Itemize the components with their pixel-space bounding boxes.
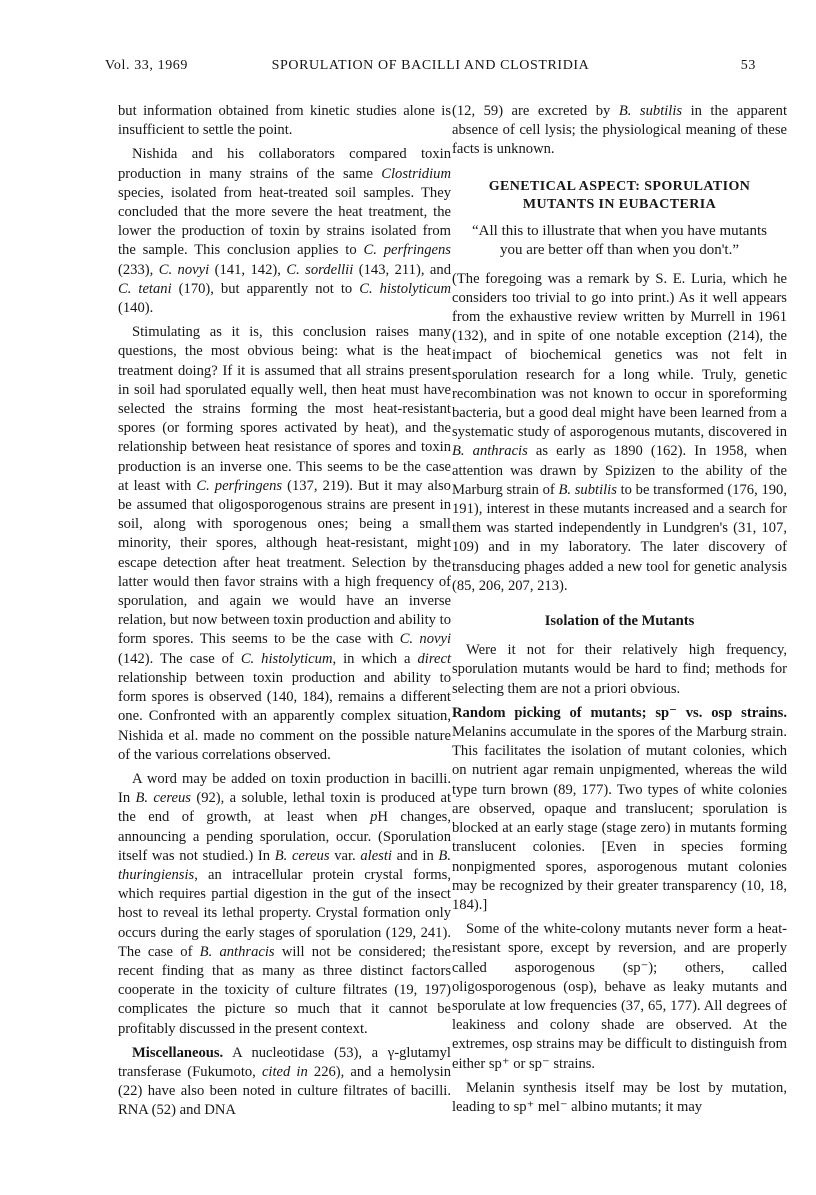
paragraph-white-colony: Some of the white-colony mutants never form a heat-resistant spore, except by reversion, and are properly called asporogenous (sp⁻); others, called oligosporogenous (osp), behave as leaky mutants and sporulate at low frequencies (37, 65, 177). All degrees of leakiness and colony shade are observed. At the extremes, osp strains may be difficult to distinguish from either sp⁺ or sp⁻ strains.	[452, 921, 787, 1072]
left-column	[118, 102, 451, 1121]
running-title: SPORULATION OF BACILLI AND CLOSTRIDIA	[271, 58, 590, 73]
page-number: 53	[740, 58, 756, 73]
paragraph-toxin-bacilli: A word may be added on toxin production in bacilli. In B. cereus (92), a soluble, lethal toxin is produced at the end of growth, at least when pH changes, announcing a pending sporulation, occur. (Sporulation itself was not studied.) In B. cereus var. alesti and in B. thuringiensis, an intracellular protein crystal forms, which requires partial digestion in the gut of the insect host to reveal its lethal property. Crystal formation only occurs during the early stages of sporulation (129, 241). The case of B. anthracis will not be considered; the recent finding that as many as three distinct factors cooperate in the toxicity of culture filtrates (19, 197) complicates the picture so much that it cannot be profitably discussed in the present context.	[118, 770, 451, 1037]
paragraph-melanin: Melanin synthesis itself may be lost by mutation, leading to sp⁺ mel⁻ albino mutants; it may	[452, 1079, 787, 1115]
volume-year: Vol. 33, 1969	[105, 58, 188, 73]
runin-heading-random-picking: Random picking of mutants; sp⁻ vs. osp strains.	[452, 704, 787, 721]
subheading-isolation: Isolation of the Mutants	[544, 613, 695, 630]
paragraph-random-picking: Random picking of mutants; sp⁻ vs. osp strains. Melanins accumulate in the spores of the Marburg strain. This facilitates the isolation of mutant colonies, which on nutrient agar remain unpigmented, whereas the wild type turn brown (89, 177). Two types of white colonies are observed, opaque and translucent; sporulation is blocked at an early stage (stage zero) in mutants forming translucent colonies. [Even in species forming nonpigmented spores, asporogenous mutant colonies may be recognized by their greater transparency (10, 18, 184).]	[452, 704, 787, 913]
paragraph-frequency: Were it not for their relatively high frequency, sporulation mutants would be hard to find; methods for selecting them are not a priori obvious.	[452, 642, 787, 697]
running-head	[105, 58, 756, 78]
paragraph-excreted: (12, 59) are excreted by B. subtilis in the apparent absence of cell lysis; the physiological meaning of these facts is unknown.	[452, 103, 787, 158]
paragraph-kinetic-studies: but information obtained from kinetic studies alone is insufficient to settle the point.	[118, 103, 451, 139]
paragraph-heat-treatment: Stimulating as it is, this conclusion raises many questions, the most obvious being: what is the heat treatment doing? If it is assumed that all strains present in soil had sporulated equally well, then heat must have selected the strains forming the most heat-resistant spores (or forming spores activated by heat), and the relationship between heat resistance of spores and toxin production is an inverse one. This seems to be the case at least with C. perfringens (137, 219). But it may also be assumed that oligosporogenous strains are present in soil, along with sporogenous ones; being a small minority, their spores, although heat-resistant, might escape detection after heat treatment. Selection by the latter would then favor strains with a high frequency of sporulation, and again we would have an inverse relation, but now between toxin production and ability to form spores. This seems to be the case with C. novyi (142). The case of C. histolyticum, in which a direct relationship between toxin production and ability to form spores is observed (140, 184), remains a different one. Confronted with an apparently complex situation, Nishida et al. made no comment on the possible nature of the various correlations observed.	[118, 324, 452, 763]
section-heading: GENETICAL ASPECT: SPORULATION MUTANTS IN EUBACTERIA	[488, 178, 751, 212]
paragraph-miscellaneous: Miscellaneous. A nucleotidase (53), a γ-glutamyl transferase (Fukumoto, cited in 226), and a hemolysin (22) have also been noted in culture filtrates of bacilli. RNA (52) and DNA	[118, 1044, 451, 1119]
right-column	[452, 102, 787, 1117]
paragraph-luria: (The foregoing was a remark by S. E. Luria, which he considers too trivial to go into print.) As it well appears from the exhaustive review written by Murrell in 1961 (132), and in spite of one notable exception (214), the impact of biochemical genetics was not felt in sporulation research for a long while. Truly, genetic recombination was not known to occur in sporeforming bacteria, but a good deal might have been learned from a systematic study of asporogenous mutants, discovered in B. anthracis as early as 1890 (162). In 1958, when attention was drawn by Spizizen to the ability of the Marburg strain of B. subtilis to be transformed (176, 190, 191), interest in these mutants increased and a search for them was started independently in Lundgren's (31, 107, 109) and in my laboratory. The later discovery of transducing phages added a new tool for genetic analysis (85, 206, 207, 213).	[452, 270, 787, 594]
epigraph-quote: “All this to illustrate that when you have mutants you are better off than when you don't.”	[472, 222, 767, 258]
paragraph-nishida: Nishida and his collaborators compared toxin production in many strains of the same Clostridium species, isolated from heat-treated soil samples. They concluded that the more severe the heat treatment, the lower the production of toxin by strains isolated from the sample. This conclusion applies to C. perfringens (233), C. novyi (141, 142), C. sordellii (143, 211), and C. tetani (170), but apparently not to C. histolyticum (140).	[118, 146, 451, 317]
runin-heading-miscellaneous: Miscellaneous.	[132, 1044, 224, 1061]
